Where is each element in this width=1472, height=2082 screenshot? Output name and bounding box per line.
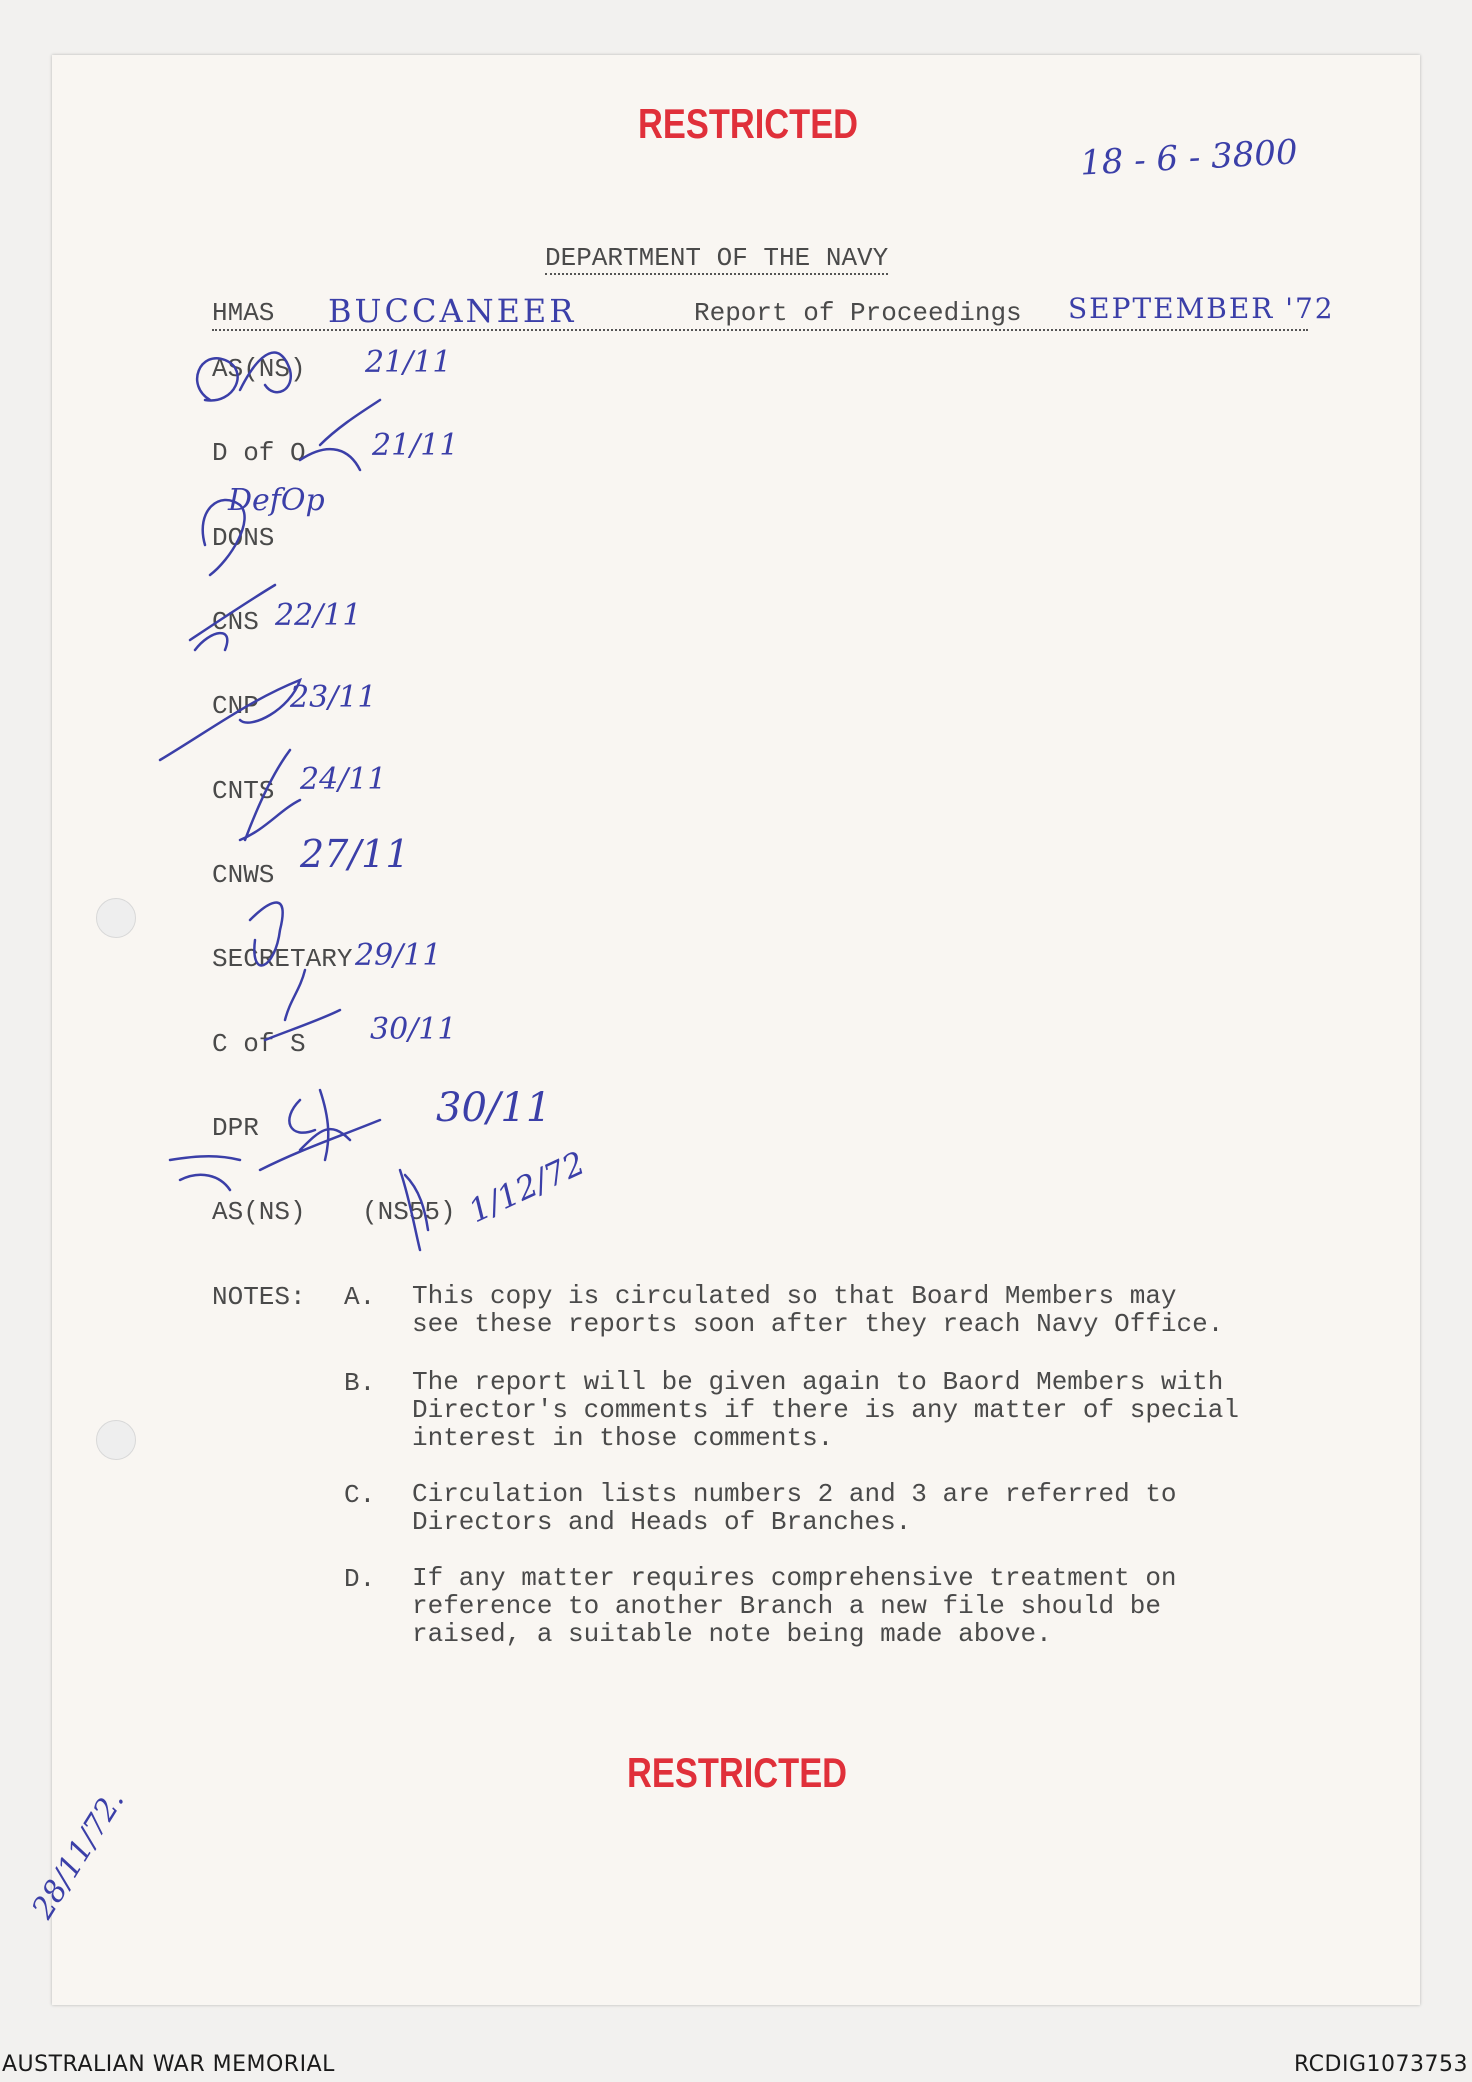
file-reference: 18 - 6 - 3800 bbox=[1079, 132, 1299, 184]
routing-label: CNTS bbox=[212, 776, 275, 806]
routing-initials: 24/11 bbox=[300, 762, 387, 797]
routing-label: AS(NS) bbox=[212, 354, 306, 384]
footer-source: AUSTRALIAN WAR MEMORIAL bbox=[2, 2052, 335, 2077]
restricted-stamp-top: RESTRICTED bbox=[638, 100, 859, 147]
routing-label: DONS bbox=[212, 523, 275, 553]
routing-initials: 21/11 bbox=[372, 428, 459, 463]
department-heading: DEPARTMENT OF THE NAVY bbox=[545, 243, 889, 273]
routing-initials: 27/11 bbox=[300, 832, 410, 876]
note-text: The report will be given again to Baord Members with Director's comments if there is any matter of special interest in those comments. bbox=[412, 1367, 1239, 1453]
routing-initials: 1/12/72 bbox=[462, 1143, 591, 1231]
routing-initials: 30/11 bbox=[436, 1085, 552, 1131]
footer-id: RCDIG1073753 bbox=[1293, 2052, 1468, 2077]
signature-scribbles bbox=[180, 330, 580, 1230]
routing-label: CNP bbox=[212, 691, 259, 721]
hmas-label: HMAS bbox=[212, 298, 275, 328]
notes-heading: NOTES: bbox=[212, 1282, 306, 1312]
report-period: SEPTEMBER '72 bbox=[1068, 292, 1335, 325]
note-letter: B. bbox=[344, 1368, 376, 1398]
note-letter: D. bbox=[344, 1564, 376, 1594]
note-text: Circulation lists numbers 2 and 3 are referred to Directors and Heads of Branches. bbox=[412, 1479, 1177, 1537]
routing-label: CNS bbox=[212, 607, 259, 637]
routing-label: C of S bbox=[212, 1029, 306, 1059]
report-label: Report of Proceedings bbox=[694, 298, 1022, 328]
routing-initials: 23/11 bbox=[290, 680, 377, 715]
note-letter: C. bbox=[344, 1480, 376, 1510]
routing-label: D of O bbox=[212, 438, 306, 468]
routing-label: DPR bbox=[212, 1113, 259, 1143]
note-text: If any matter requires comprehensive treatment on reference to another Branch a new file should be raised, a suitable note being made above. bbox=[412, 1563, 1177, 1649]
routing-initials: 29/11 bbox=[355, 938, 442, 973]
punch-hole bbox=[96, 1420, 136, 1460]
routing-initials: DefOp bbox=[228, 483, 325, 518]
ship-name: BUCCANEER bbox=[328, 292, 577, 330]
routing-extra: (NS55) bbox=[362, 1197, 456, 1227]
note-text: This copy is circulated so that Board Members may see these reports soon after they reach Navy Office. bbox=[412, 1281, 1224, 1339]
note-letter: A. bbox=[344, 1282, 376, 1312]
punch-hole bbox=[96, 898, 136, 938]
restricted-stamp-bottom: RESTRICTED bbox=[627, 1749, 848, 1796]
routing-label: SECRETARY bbox=[212, 944, 353, 974]
bottom-annotation: 28/11/72. bbox=[25, 1784, 132, 1925]
routing-label: AS(NS) bbox=[212, 1197, 306, 1227]
routing-initials: 30/11 bbox=[370, 1012, 457, 1047]
routing-label: CNWS bbox=[212, 860, 275, 890]
routing-initials: 22/11 bbox=[275, 598, 362, 633]
routing-initials: 21/11 bbox=[365, 345, 452, 380]
